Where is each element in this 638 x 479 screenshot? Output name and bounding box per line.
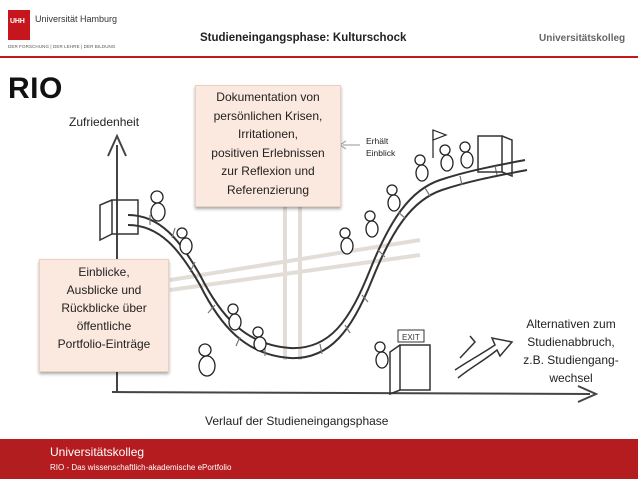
figure-top-3 [460,142,473,168]
figure-falling [177,228,192,254]
doc-line-6: Referenzierung [226,182,310,197]
figure-rise-3 [387,185,400,211]
footer-title: Universitätskolleg [50,445,145,459]
alternatives-arrows [455,336,512,378]
figure-top-1 [415,155,428,181]
uhh-logo [8,8,128,54]
ein-line-3: Rückblicke über [61,301,147,315]
erhaelt-line-1: Erhält [366,136,389,146]
einblicke-box [39,259,169,372]
figure-sitting [199,344,215,376]
uhh-logo-mark: UHH [8,10,30,40]
uhh-logo-name: Universität Hamburg [35,14,118,24]
alt-line-4: wechsel [549,371,593,385]
right-door [478,136,512,176]
alt-line-2: Studienabbruch, [527,335,615,349]
y-axis-label: Zufriedenheit [69,115,140,129]
doc-line-5: zur Reflexion und [221,164,315,178]
figure-top-left [151,191,165,221]
ein-line-1: Einblicke, [78,265,130,279]
alternatives-label [511,315,631,387]
uhh-logo-tagline: DER FORSCHUNG | DER LEHRE | DER BILDUNG [8,44,116,49]
light-beams [170,205,420,360]
doc-line-1: Dokumentation von [216,90,320,104]
erhaelt-line-2: Einblick [366,148,396,158]
ein-line-5: Portfolio-Einträge [57,337,151,351]
alt-line-3: z.B. Studiengang- [523,353,619,367]
exit-sign-text: EXIT [402,333,420,342]
documentation-box [195,85,341,207]
figure-top-2 [440,145,453,171]
x-axis [112,392,590,394]
figure-rise-2 [365,211,378,237]
alt-line-1: Alternativen zum [526,317,616,331]
doc-line-2: persönlichen Krisen, [213,108,323,123]
x-axis-label: Verlauf der Studieneingangsphase [205,414,389,428]
doc-line-3: Irritationen, [237,127,299,141]
doc-line-4: positiven Erlebnissen [211,145,325,160]
ein-line-4: öffentliche [76,319,132,333]
figure-rise-1 [340,228,353,254]
footer-subtitle: RIO - Das wissenschaftlich-akademische ePortfolio [50,463,232,472]
erhaelt-einblick-label [366,135,395,159]
ein-line-2: Ausblicke und [66,283,142,297]
universitaetskolleg-logo: Universitätskolleg [539,33,626,44]
left-door [100,200,138,240]
rio-label: RIO [8,72,63,105]
figure-exit [375,342,388,368]
figure-valley-1 [228,304,241,330]
slide-title: Studieneingangsphase: Kulturschock [200,32,407,44]
